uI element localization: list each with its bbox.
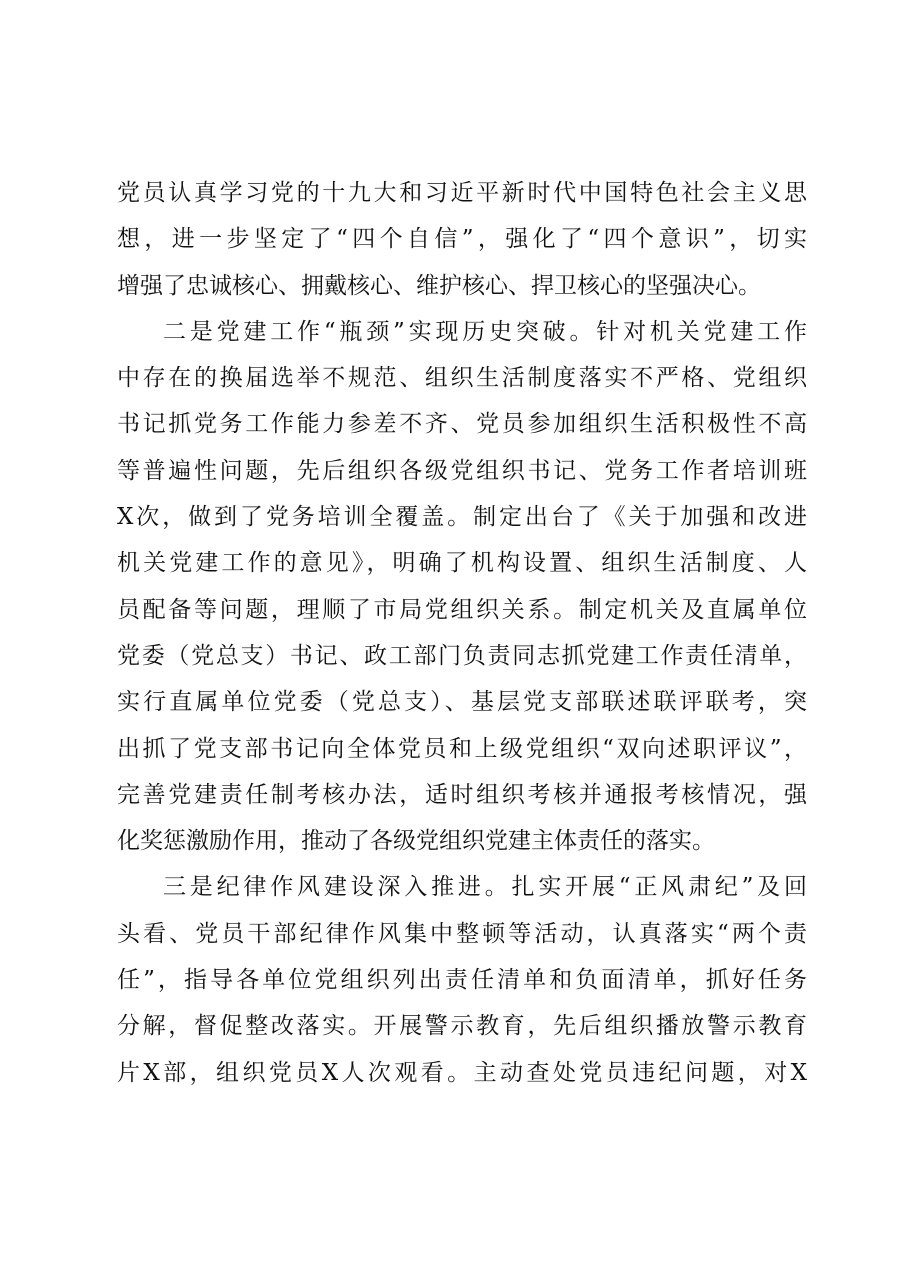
text-line: 片X部，组织党员X人次观看。主动查处党员违纪问题，对X — [117, 1059, 807, 1086]
text-line: 员配备等问题，理顺了市局党组织关系。制定机关及直属单位 — [117, 596, 807, 623]
text-line: 出抓了党支部书记向全体党员和上级党组织“双向述职评议”， — [117, 735, 807, 762]
text-line: 完善党建责任制考核办法，适时组织考核并通报考核情况，强 — [117, 781, 807, 808]
text-line: 任”，指导各单位党组织列出责任清单和负面清单，抓好任务 — [117, 967, 807, 994]
text-line: 党员认真学习党的十九大和习近平新时代中国特色社会主义思 — [117, 180, 807, 206]
text-line: 分解，督促整改落实。开展警示教育，先后组织播放警示教育 — [117, 1013, 807, 1040]
text-line: 机关党建工作的意见》，明确了机构设置、组织生活制度、人 — [117, 550, 807, 577]
text-line: 实行直属单位党委（党总支）、基层党支部联述联评联考，突 — [117, 689, 807, 716]
text-line: 想，进一步坚定了“四个自信”，强化了“四个意识”，切实 — [117, 226, 807, 253]
text-line: X次，做到了党务培训全覆盖。制定出台了《关于加强和改进 — [117, 504, 807, 531]
text-line: 中存在的换届选举不规范、组织生活制度落实不严格、党组织 — [117, 365, 807, 392]
paragraph-first-line: 三是纪律作风建设深入推进。扎实开展“正风肃纪”及回 — [163, 874, 807, 901]
text-line: 党委（党总支）书记、政工部门负责同志抓党建工作责任清单， — [117, 642, 807, 669]
text-line: 等普遍性问题，先后组织各级党组织书记、党务工作者培训班 — [117, 457, 807, 484]
text-line: 增强了忠诚核心、拥戴核心、维护核心、捍卫核心的坚强决心。 — [117, 272, 761, 299]
body-text — [117, 170, 807, 1096]
text-line: 书记抓党务工作能力参差不齐、党员参加组织生活积极性不高 — [117, 411, 807, 438]
paragraph-first-line: 二是党建工作“瓶颈”实现历史突破。针对机关党建工作 — [163, 318, 807, 345]
text-line: 头看、党员干部纪律作风集中整顿等活动，认真落实“两个责 — [117, 920, 807, 947]
text-line: 化奖惩激励作用，推动了各级党组织党建主体责任的落实。 — [117, 828, 715, 855]
